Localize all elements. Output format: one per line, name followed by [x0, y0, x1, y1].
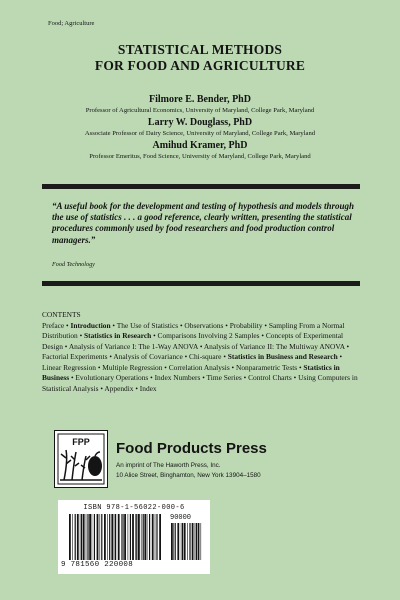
- title-line-2: FOR FOOD AND AGRICULTURE: [94, 58, 306, 73]
- author-affiliation: Associate Professor of Dairy Science, University of Maryland, College Park, Maryland: [84, 130, 316, 137]
- author-affiliation: Professor of Agricultural Economics, University of Maryland, College Park, Maryland: [85, 107, 315, 114]
- contents-item: Using Computers in Statistical Analysis: [42, 373, 358, 393]
- contents-list: [42, 321, 358, 393]
- author-block-3: [40, 140, 360, 161]
- isbn-barcode-block: [58, 500, 210, 574]
- contents-item: Statistics in Research: [84, 331, 152, 340]
- contents-item: The Use of Statistics: [116, 320, 179, 330]
- bullet-separator: •: [223, 320, 230, 330]
- bullet-separator: •: [151, 331, 158, 340]
- bullet-separator: •: [62, 341, 69, 351]
- publisher-address: 10 Alice Street, Binghamton, New York 13904–1580: [116, 472, 261, 479]
- contents-item: Preface: [42, 320, 65, 330]
- contents-item: Multiple Regression: [102, 362, 163, 372]
- contents-item: Chi-square: [189, 352, 222, 361]
- barcode-number: 9 781560 220008: [61, 561, 134, 569]
- contents-item: Statistics in Business and Research: [227, 352, 338, 361]
- bullet-separator: •: [297, 362, 304, 372]
- bullet-separator: •: [259, 331, 266, 340]
- bullet-separator: •: [197, 341, 204, 351]
- bullet-separator: •: [262, 320, 269, 330]
- title-line-1: STATISTICAL METHODS: [117, 42, 283, 57]
- contents-item: Analysis of Variance I: The 1-Way ANOVA: [68, 341, 198, 351]
- bullet-separator: •: [98, 383, 105, 393]
- barcode-addon-digits: 90000: [170, 514, 192, 522]
- bullet-separator: •: [344, 341, 350, 351]
- author-name: Amihud Kramer, PhD: [152, 140, 248, 151]
- bullet-separator: •: [69, 373, 76, 382]
- review-quote-source: Food Technology: [52, 261, 95, 268]
- bullet-separator: •: [337, 352, 343, 361]
- contents-item: Factorial Experiments: [42, 352, 108, 361]
- bullet-separator: •: [221, 352, 228, 361]
- review-quote-text: “A useful book for the development and testing of hypothesis and models through the use of statistics . . . a good reference, clearly written, presenting the statistical procedures commonly used by food researchers and food production control managers.”: [52, 201, 355, 245]
- contents-item: Sampling From a Normal Distribution: [42, 320, 345, 340]
- author-block-1: [40, 94, 360, 115]
- contents-item: Statistics in Business: [42, 362, 340, 382]
- barcode-addon-icon: [170, 523, 204, 560]
- bullet-separator: •: [77, 331, 85, 340]
- bullet-separator: •: [162, 362, 169, 372]
- bullet-separator: •: [291, 373, 299, 382]
- contents-section: [42, 310, 360, 394]
- contents-item: Evolutionary Operations: [75, 373, 149, 382]
- author-name: Filmore E. Bender, PhD: [149, 94, 251, 105]
- bullet-separator: •: [95, 362, 103, 372]
- publisher-block: [52, 428, 352, 490]
- bullet-separator: •: [200, 373, 207, 382]
- barcode-main-icon: [68, 514, 164, 560]
- bullet-separator: •: [107, 352, 114, 361]
- contents-item: Analysis of Covariance: [113, 352, 183, 361]
- book-title: [0, 42, 400, 74]
- contents-item: Observations: [184, 320, 224, 330]
- bullet-separator: •: [229, 362, 236, 372]
- bullet-separator: •: [148, 373, 155, 382]
- contents-item: Appendix: [104, 383, 134, 393]
- review-quote-box: [42, 184, 360, 286]
- publisher-name: Food Products Press: [116, 440, 267, 457]
- bullet-separator: •: [182, 352, 190, 361]
- bullet-separator: •: [110, 320, 117, 330]
- contents-item: Analysis of Variance II: The Multiway ANOVA: [203, 341, 345, 351]
- contents-item: Concepts of Experimental Design: [42, 331, 344, 351]
- contents-item: Correlation Analysis: [168, 362, 230, 372]
- contents-item: Probability: [229, 320, 263, 330]
- bullet-separator: •: [133, 383, 140, 393]
- contents-item: Introduction: [70, 320, 111, 330]
- contents-item: Comparisons Involving 2 Samples: [157, 331, 260, 340]
- publisher-logo-icon: [54, 430, 108, 488]
- isbn-label: ISBN 978-1-56022-000-6: [83, 504, 185, 512]
- contents-item: Index: [139, 383, 157, 393]
- publisher-imprint: An imprint of The Haworth Press, Inc.: [116, 462, 221, 469]
- bullet-separator: •: [178, 320, 185, 330]
- contents-heading: CONTENTS: [42, 310, 81, 319]
- author-affiliation: Professor Emeritus, Food Science, University of Maryland, College Park, Maryland: [89, 153, 311, 160]
- contents-item: Control Charts: [248, 373, 292, 382]
- contents-item: Time Series: [206, 373, 242, 382]
- contents-item: Index Numbers: [154, 373, 201, 382]
- category-label: Food; Agriculture: [48, 20, 95, 27]
- bullet-separator: •: [64, 320, 71, 330]
- contents-item: Nonparametric Tests: [236, 362, 298, 372]
- author-name: Larry W. Douglass, PhD: [147, 117, 253, 128]
- contents-item: Linear Regression: [42, 362, 96, 372]
- author-block-2: [40, 117, 360, 138]
- bullet-separator: •: [241, 373, 249, 382]
- publisher-logo-text: FPP: [72, 437, 90, 447]
